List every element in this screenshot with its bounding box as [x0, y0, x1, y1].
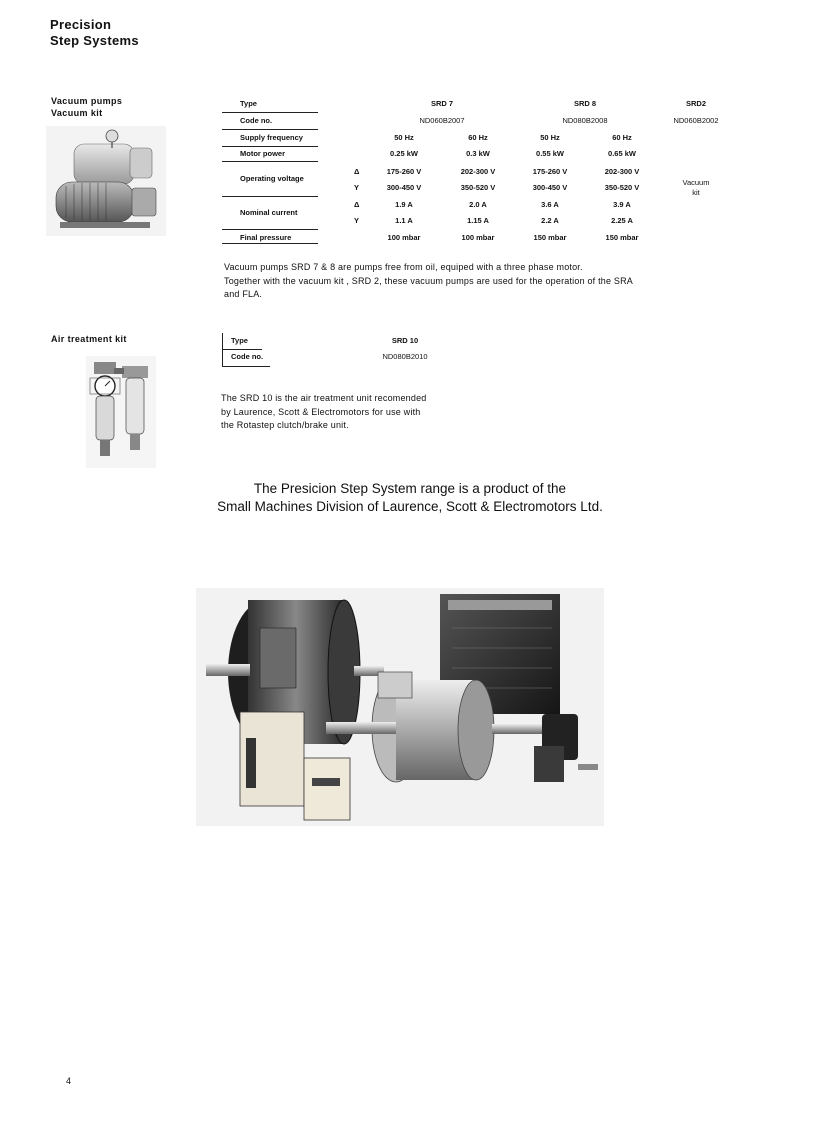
air-spec-table: [0, 0, 817, 380]
current-star-cell: 1.15 A: [467, 216, 489, 225]
air-code-value: ND080B2010: [382, 352, 428, 361]
pressure-cell: 150 mbar: [533, 233, 567, 242]
current-delta-cell: 3.9 A: [613, 200, 631, 209]
air-type-value: SRD 10: [391, 336, 419, 345]
nominal-current-label: Nominal current: [240, 208, 298, 217]
model-code-srd7: ND060B2007: [419, 116, 465, 125]
freq-cell: 50 Hz: [540, 133, 560, 142]
current-delta-cell: 3.6 A: [541, 200, 559, 209]
star-symbol: Y: [354, 216, 360, 225]
type-label: Type: [240, 99, 257, 108]
star-symbol: Y: [354, 183, 360, 192]
air-code-label: Code no.: [231, 352, 264, 361]
product-range-photo: [196, 588, 604, 826]
pressure-cell: 150 mbar: [605, 233, 639, 242]
voltage-star-cell: 300-450 V: [532, 183, 568, 192]
current-star-cell: 2.25 A: [611, 216, 633, 225]
voltage-delta-cell: 175-260 V: [532, 167, 568, 176]
air-type-label: Type: [231, 336, 248, 345]
air-description-line-3: the Rotastep clutch/brake unit.: [221, 420, 349, 430]
air-description-line-2: by Laurence, Scott & Electromotors for use with: [221, 406, 421, 417]
air-description: [221, 392, 521, 433]
voltage-delta-cell: 202-300 V: [460, 167, 496, 176]
delta-symbol: Δ: [354, 167, 360, 176]
voltage-delta-cell: 175-260 V: [386, 167, 422, 176]
voltage-star-cell: 350-520 V: [460, 183, 496, 192]
vacuum-description-line-3: and FLA.: [224, 289, 263, 299]
model-code-srd2: ND060B2002: [673, 116, 719, 125]
supply-frequency-label: Supply frequency: [240, 133, 303, 142]
vacuum-label-line-1: Vacuum pumps: [51, 96, 123, 106]
current-star-cell: 1.1 A: [395, 216, 413, 225]
motor-power-label: Motor power: [240, 149, 285, 158]
current-delta-cell: 2.0 A: [469, 200, 487, 209]
air-description-line-1: The SRD 10 is the air treatment unit recomended: [221, 393, 427, 403]
header-line-1: Precision: [50, 17, 112, 32]
credit-line-2: Small Machines Division of Laurence, Scott & Electromotors Ltd.: [217, 499, 603, 514]
code-label: Code no.: [240, 116, 273, 125]
credit-line-1: The Presicion Step System range is a product of the: [253, 481, 567, 496]
voltage-star-cell: 350-520 V: [604, 183, 640, 192]
final-pressure-label: Final pressure: [240, 233, 292, 242]
pressure-cell: 100 mbar: [387, 233, 421, 242]
freq-cell: 60 Hz: [468, 133, 488, 142]
model-type-srd2: SRD2: [685, 99, 706, 108]
power-cell: 0.55 kW: [536, 149, 564, 158]
delta-symbol: Δ: [354, 200, 360, 209]
pressure-cell: 100 mbar: [461, 233, 495, 242]
freq-cell: 50 Hz: [394, 133, 414, 142]
vacuum-kit-line-1: Vacuum: [682, 178, 710, 187]
power-cell: 0.25 kW: [390, 149, 418, 158]
current-delta-cell: 1.9 A: [395, 200, 413, 209]
model-type-srd8: SRD 8: [573, 99, 597, 108]
current-star-cell: 2.2 A: [541, 216, 559, 225]
vacuum-description-line-2: Together with the vacuum kit , SRD 2, these vacuum pumps are used for the operation of the SRA: [224, 275, 634, 286]
company-credit: [100, 480, 720, 516]
operating-voltage-label: Operating voltage: [240, 174, 304, 183]
page-number: 4: [66, 1076, 72, 1086]
power-cell: 0.3 kW: [466, 149, 490, 158]
freq-cell: 60 Hz: [612, 133, 632, 142]
model-type-srd7: SRD 7: [430, 99, 454, 108]
model-code-srd8: ND080B2008: [562, 116, 608, 125]
vacuum-label-line-2: Vacuum kit: [51, 108, 103, 118]
header-line-2: Step Systems: [50, 33, 139, 48]
power-cell: 0.65 kW: [608, 149, 636, 158]
voltage-star-cell: 300-450 V: [386, 183, 422, 192]
voltage-delta-cell: 202-300 V: [604, 167, 640, 176]
vacuum-description-line-1: Vacuum pumps SRD 7 & 8 are pumps free from oil, equiped with a three phase motor.: [224, 262, 583, 272]
vacuum-kit-line-2: kit: [692, 188, 700, 197]
air-section-label: Air treatment kit: [51, 334, 127, 344]
